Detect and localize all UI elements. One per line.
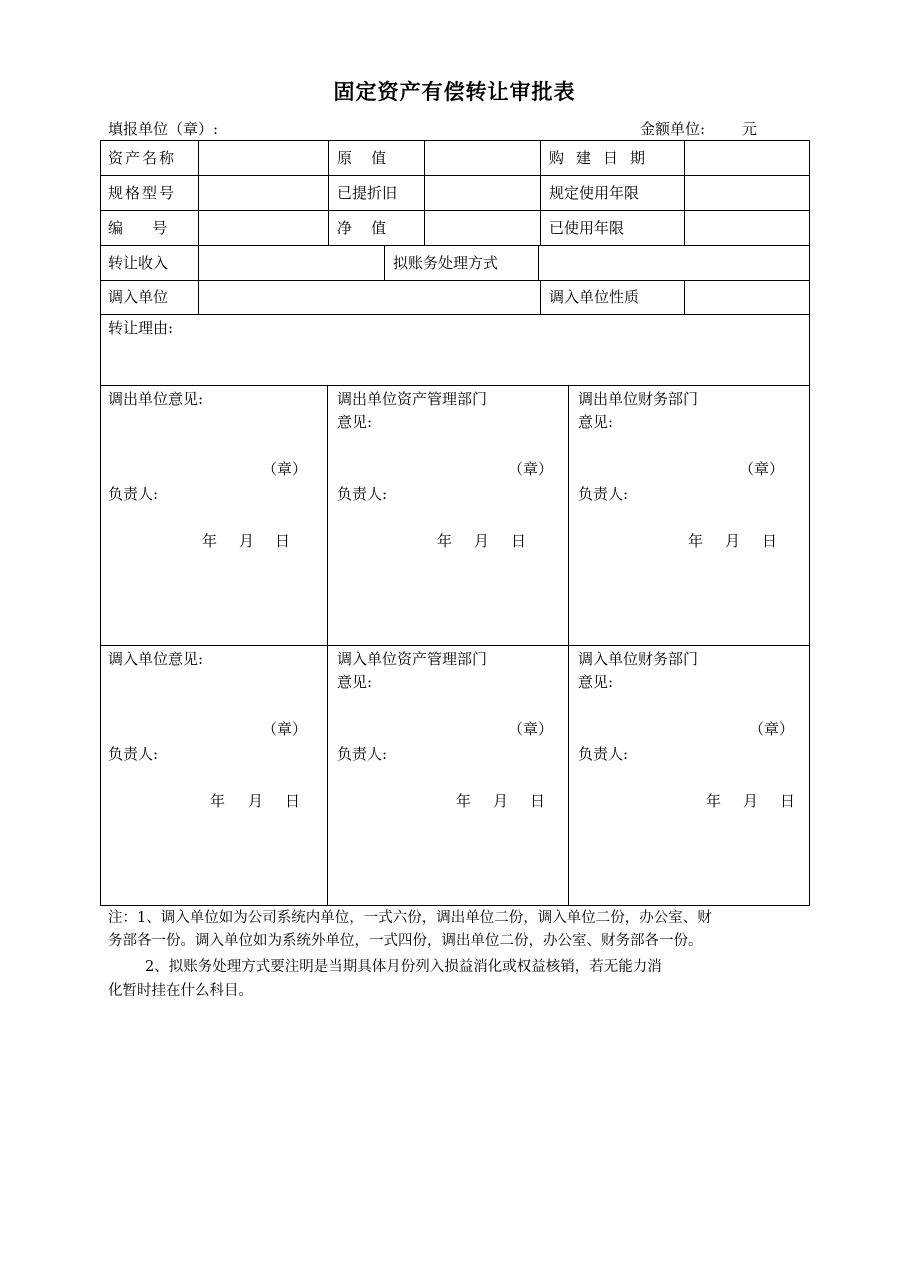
receiving-unit-field[interactable] <box>200 284 538 312</box>
date-month: 月 <box>248 792 264 810</box>
row-divider <box>100 280 810 281</box>
responsible-label: 负责人: <box>108 485 159 503</box>
amount-unit-label: 金额单位: <box>640 120 706 138</box>
col-divider <box>198 245 199 280</box>
receiving-unit-label: 调入单位 <box>108 288 169 306</box>
responsible-label: 负责人: <box>108 745 159 763</box>
date-month: 月 <box>493 792 509 810</box>
date-month: 月 <box>725 532 741 550</box>
row-divider <box>100 245 810 246</box>
date-month: 月 <box>239 532 255 550</box>
row-divider <box>100 175 810 176</box>
responsible-label: 负责人: <box>337 485 388 503</box>
receiving-unit-nature-label: 调入单位性质 <box>549 288 640 306</box>
out-asset-dept-label: 调出单位资产管理部门 <box>337 390 488 408</box>
out-finance-dept-label-2: 意见: <box>578 413 614 431</box>
date-day: 日 <box>285 792 301 810</box>
amount-unit-value: 元 <box>742 120 758 138</box>
date-year: 年 <box>437 532 453 550</box>
col-divider <box>424 140 425 245</box>
number-field[interactable] <box>200 215 326 243</box>
responsible-label: 负责人: <box>337 745 388 763</box>
receiving-unit-nature-field[interactable] <box>686 284 808 312</box>
seal-label: （章） <box>749 720 795 738</box>
out-finance-dept-label: 调出单位财务部门 <box>578 390 699 408</box>
purchase-date-field[interactable] <box>686 145 808 173</box>
transfer-reason-label: 转让理由: <box>108 319 174 337</box>
filler-unit-label: 填报单位（章）: <box>108 120 219 138</box>
row-divider <box>100 645 810 646</box>
note-line-4: 化暂时挂在什么科目。 <box>108 983 253 999</box>
note-line-2: 务部各一份。调入单位如为系统外单位，一式四份，调出单位二份，办公室、财务部各一份。 <box>108 933 703 949</box>
col-divider <box>568 385 569 906</box>
date-year: 年 <box>688 532 704 550</box>
date-day: 日 <box>780 792 796 810</box>
spec-model-label: 规格型号 <box>108 184 177 202</box>
number-label: 编 号 <box>108 219 170 237</box>
date-year: 年 <box>202 532 218 550</box>
transfer-reason-field[interactable] <box>102 340 808 382</box>
row-divider <box>100 314 810 315</box>
date-day: 日 <box>511 532 527 550</box>
date-year: 年 <box>706 792 722 810</box>
used-years-field[interactable] <box>686 215 808 243</box>
transfer-income-field[interactable] <box>200 250 382 278</box>
net-value-label: 净 值 <box>337 219 387 237</box>
purchase-date-label: 购建日期 <box>549 149 658 167</box>
asset-name-label: 资产名称 <box>108 149 177 167</box>
accumulated-depreciation-label: 已提折旧 <box>337 184 398 202</box>
original-value-field[interactable] <box>426 145 538 173</box>
prescribed-life-label: 规定使用年限 <box>549 184 640 202</box>
date-month: 月 <box>743 792 759 810</box>
original-value-label: 原 值 <box>337 149 387 167</box>
date-day: 日 <box>762 532 778 550</box>
col-divider <box>384 245 385 280</box>
responsible-label: 负责人: <box>578 745 629 763</box>
in-asset-dept-label: 调入单位资产管理部门 <box>337 650 488 668</box>
responsible-label: 负责人: <box>578 485 629 503</box>
col-divider <box>198 140 199 245</box>
col-divider <box>328 140 329 245</box>
note-line-1: 注：1、调入单位如为公司系统内单位，一式六份，调出单位二份，调入单位二份，办公室、财 <box>108 910 712 926</box>
date-month: 月 <box>474 532 490 550</box>
seal-label: （章） <box>508 720 554 738</box>
date-day: 日 <box>530 792 546 810</box>
seal-label: （章） <box>508 460 554 478</box>
date-day: 日 <box>275 532 291 550</box>
seal-label: （章） <box>262 720 308 738</box>
accumulated-depreciation-field[interactable] <box>426 180 538 208</box>
col-divider <box>198 280 199 314</box>
accounting-method-label: 拟账务处理方式 <box>393 254 499 272</box>
row-divider <box>100 210 810 211</box>
transfer-income-label: 转让收入 <box>108 254 169 272</box>
prescribed-life-field[interactable] <box>686 180 808 208</box>
used-years-label: 已使用年限 <box>549 219 625 237</box>
seal-label: （章） <box>262 460 308 478</box>
form-title: 固定资产有偿转让审批表 <box>333 80 576 104</box>
out-asset-dept-label-2: 意见: <box>337 413 373 431</box>
asset-name-field[interactable] <box>200 145 326 173</box>
col-divider <box>327 385 328 906</box>
net-value-field[interactable] <box>426 215 538 243</box>
in-finance-dept-label-2: 意见: <box>578 673 614 691</box>
date-year: 年 <box>210 792 226 810</box>
out-unit-opinion-label: 调出单位意见: <box>108 390 204 408</box>
col-divider <box>540 280 541 314</box>
spec-model-field[interactable] <box>200 180 326 208</box>
seal-label: （章） <box>739 460 785 478</box>
col-divider <box>684 140 685 245</box>
in-unit-opinion-label: 调入单位意见: <box>108 650 204 668</box>
note-line-3: 2、拟账务处理方式要注明是当期具体月份列入损益消化或权益核销，若无能力消 <box>145 959 662 975</box>
date-year: 年 <box>456 792 472 810</box>
in-asset-dept-label-2: 意见: <box>337 673 373 691</box>
row-divider <box>100 385 810 386</box>
col-divider <box>684 280 685 314</box>
col-divider <box>538 245 539 280</box>
col-divider <box>540 140 541 245</box>
accounting-method-field[interactable] <box>540 250 808 278</box>
in-finance-dept-label: 调入单位财务部门 <box>578 650 699 668</box>
